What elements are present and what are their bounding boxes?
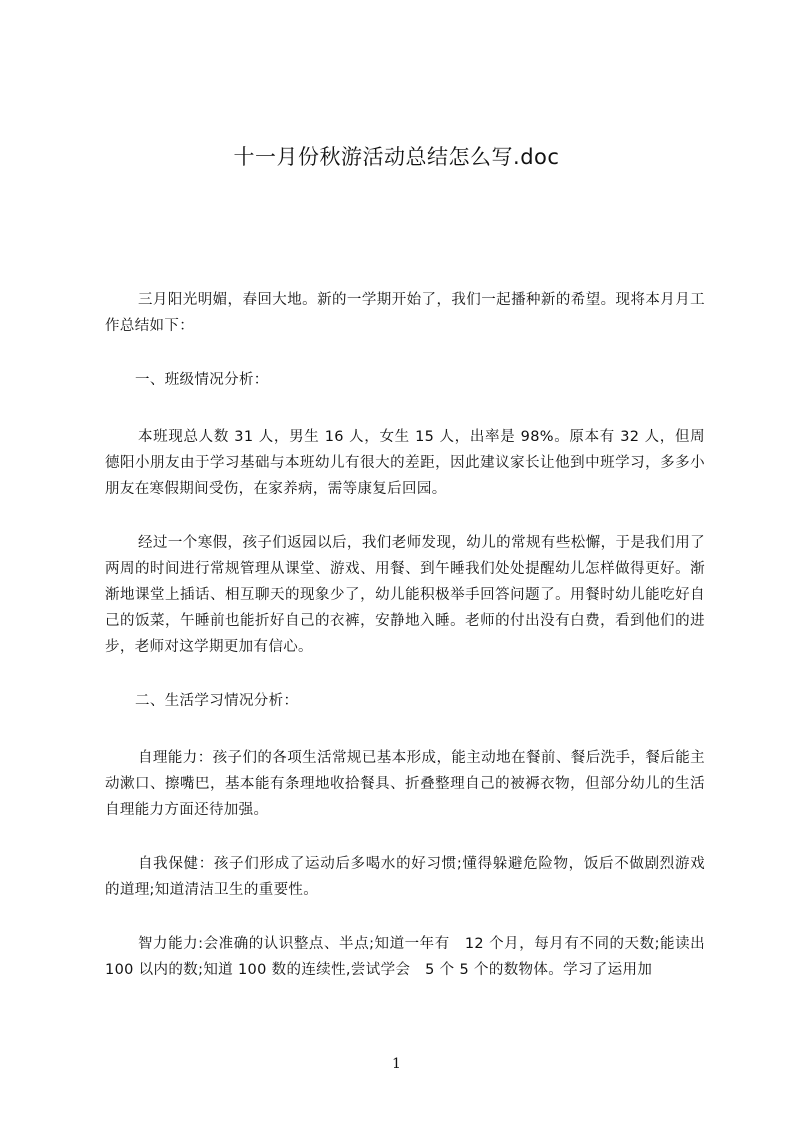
paragraph-intelligence: 智力能力:会准确的认识整点、半点;知道一年有 12 个月，每月有不同的天数;能读出 100 以内的数;知道 100 数的连续性,尝试学会 5 个 5 个的数物体。学习了运用加: [105, 936, 705, 978]
paragraph-intro: 三月阳光明媚，春回大地。新的一学期开始了，我们一起播种新的希望。现将本月月工作总结如下：: [105, 292, 705, 334]
document-body: [105, 287, 705, 983]
page-number: 1: [392, 1056, 401, 1072]
section-heading-class: 一、班级情况分析：: [135, 372, 269, 388]
section-heading-life-study: 二、生活学习情况分析：: [135, 693, 299, 709]
paragraph-routine: 经过一个寒假，孩子们返园以后，我们老师发现，幼儿的常规有些松懈，于是我们用了两周的时间进行常规管理从课堂、游戏、用餐、到午睡我们处处提醒幼儿怎样做得更好。渐渐地课堂上插话、相互聊天的现象少了，幼儿能积极举手回答问题了。用餐时幼儿能吃好自己的饭菜，午睡前也能折好自己的衣裤，安静地入睡。老师的付出没有白费，看到他们的进步，老师对这学期更加有信心。: [105, 535, 705, 655]
paragraph-class-stats: 本班现总人数 31 人，男生 16 人，女生 15 人，出率是 98%。原本有 32 人，但周德阳小朋友由于学习基础与本班幼儿有很大的差距，因此建议家长让他到中班学习，多多小朋友在寒假期间受伤，在家养病，需等康复后回园。: [105, 429, 705, 497]
paragraph-self-health: 自我保健：孩子们形成了运动后多喝水的好习惯;懂得躲避危险物，饭后不做剧烈游戏的道理;知道清洁卫生的重要性。: [105, 856, 705, 898]
paragraph-self-care: 自理能力：孩子们的各项生活常规已基本形成，能主动地在餐前、餐后洗手，餐后能主动漱口、擦嘴巴，基本能有条理地收拾餐具、折叠整理自己的被褥衣物，但部分幼儿的生活自理能力方面还待加强。: [105, 750, 705, 818]
document-title: 十一月份秋游活动总结怎么写.doc: [233, 145, 560, 169]
